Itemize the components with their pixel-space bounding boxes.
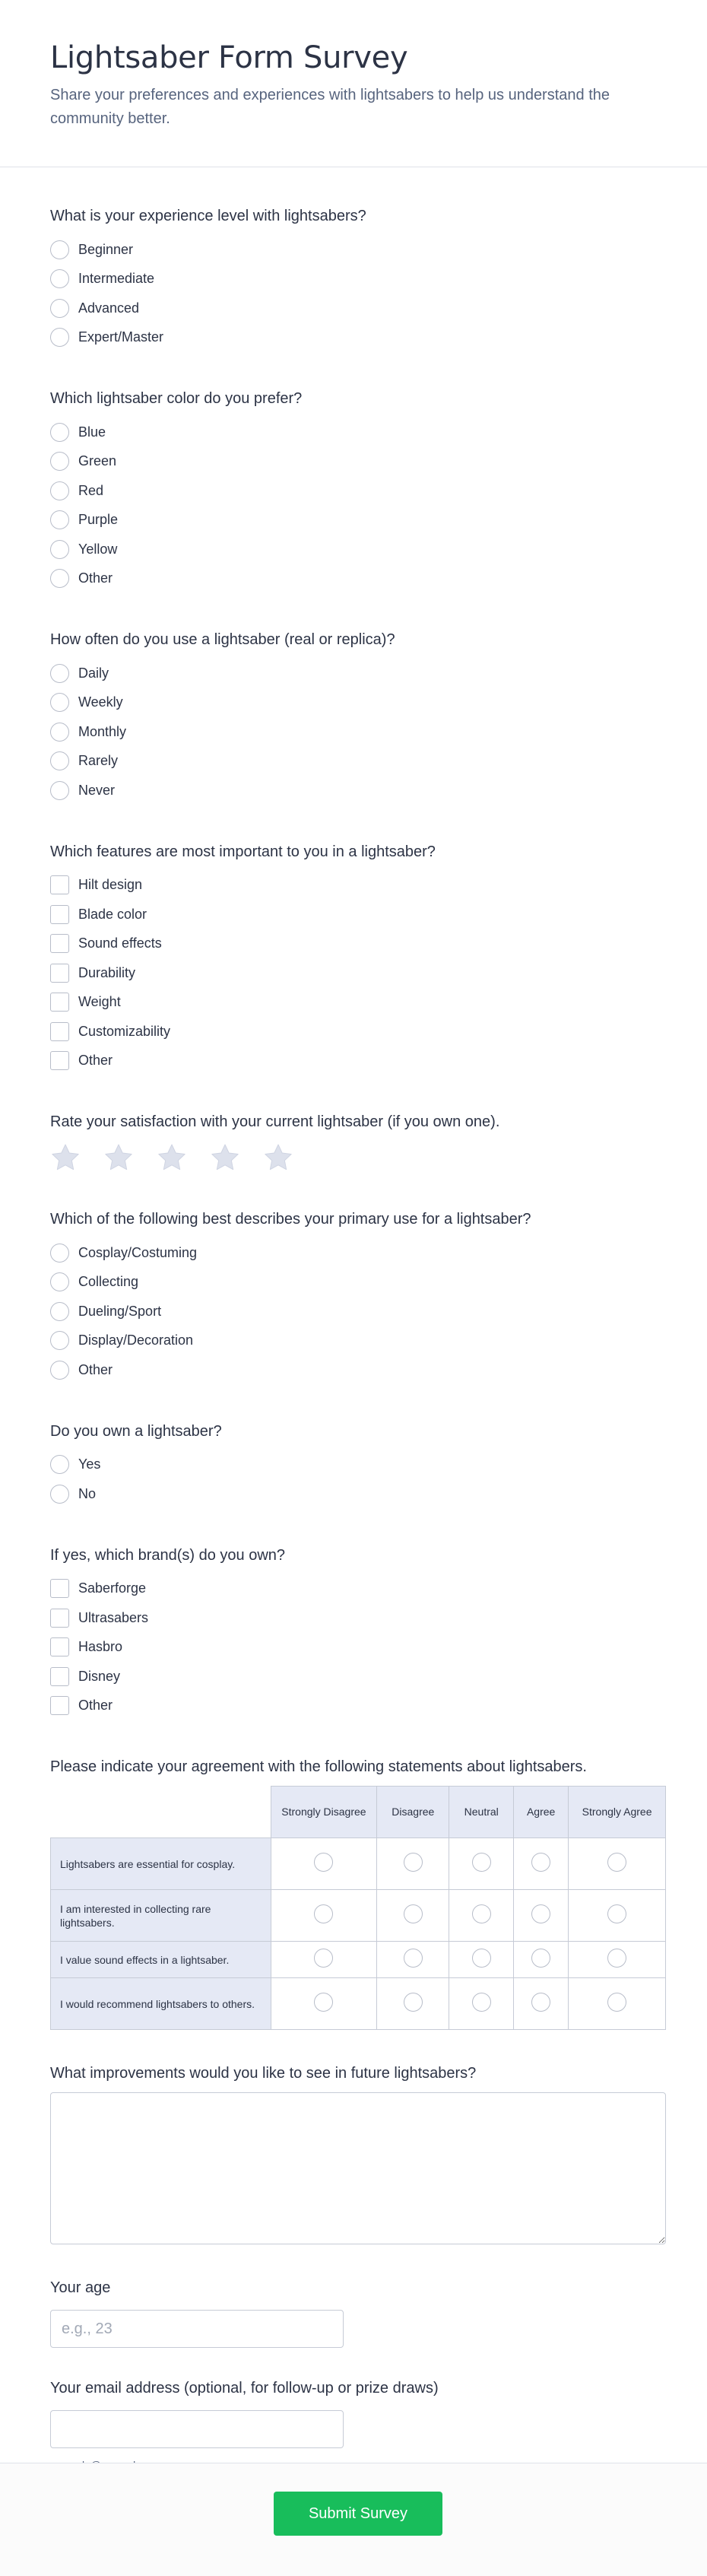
matrix-cell <box>271 1978 377 2030</box>
option-label: Sound effects <box>78 935 162 951</box>
radio-option[interactable] <box>50 659 666 688</box>
question-label: Which of the following best describes your primary use for a lightsaber? <box>50 1211 531 1228</box>
star-icon[interactable] <box>210 1142 240 1173</box>
checkbox-box[interactable] <box>50 934 69 953</box>
question-label: Rate your satisfaction with your current lightsaber (if you own one). <box>50 1113 500 1130</box>
matrix-radio-button[interactable] <box>472 1949 491 1968</box>
option-label: Green <box>78 453 117 469</box>
radio-option[interactable] <box>50 418 666 447</box>
checkbox-box[interactable] <box>50 905 69 924</box>
radio-button[interactable] <box>50 510 69 529</box>
option-label: Beginner <box>78 241 134 257</box>
form-title: Lightsaber Form Survey <box>50 40 408 75</box>
question-experience <box>50 206 666 352</box>
checkbox-option[interactable] <box>50 900 666 929</box>
radio-button[interactable] <box>50 723 69 742</box>
matrix-cell <box>449 1838 514 1890</box>
matrix-radio-button[interactable] <box>607 1993 626 2012</box>
radio-option[interactable] <box>50 323 666 353</box>
radio-button[interactable] <box>50 452 69 471</box>
question-color <box>50 389 666 593</box>
option-label: Cosplay/Costuming <box>78 1244 198 1260</box>
radio-button[interactable] <box>50 1272 69 1291</box>
options-group <box>50 235 666 352</box>
star-icon[interactable] <box>103 1142 134 1173</box>
radio-option[interactable] <box>50 294 666 323</box>
checkbox-box[interactable] <box>50 993 69 1012</box>
option-label: Blue <box>78 424 106 440</box>
question-label: How often do you use a lightsaber (real or replica)? <box>50 631 395 648</box>
checkbox-option[interactable] <box>50 1574 666 1604</box>
matrix-cell <box>514 1838 569 1890</box>
radio-option[interactable] <box>50 1326 666 1356</box>
checkbox-option[interactable] <box>50 929 666 959</box>
matrix-radio-button[interactable] <box>472 1993 491 2012</box>
question-age <box>50 2278 666 2348</box>
matrix-radio-button[interactable] <box>314 1993 333 2012</box>
option-label: Yes <box>78 1456 101 1472</box>
option-label: Weekly <box>78 694 123 710</box>
options-group <box>50 871 666 1076</box>
email-input[interactable] <box>50 2410 344 2448</box>
checkbox-option[interactable] <box>50 871 666 900</box>
star-icon[interactable] <box>263 1142 293 1173</box>
matrix-radio-button[interactable] <box>404 1993 423 2012</box>
radio-option[interactable] <box>50 776 666 805</box>
matrix-row <box>51 1890 666 1942</box>
radio-button[interactable] <box>50 1244 69 1263</box>
option-label: Other <box>78 1698 113 1714</box>
matrix-cell <box>271 1942 377 1978</box>
option-label: Saberforge <box>78 1580 147 1596</box>
options-group <box>50 1238 666 1385</box>
question-label: Your age <box>50 2279 111 2296</box>
matrix-cell <box>569 1978 666 2030</box>
radio-option[interactable] <box>50 265 666 294</box>
radio-option[interactable] <box>50 1450 666 1480</box>
checkbox-option[interactable] <box>50 988 666 1018</box>
radio-button[interactable] <box>50 328 69 347</box>
radio-option[interactable] <box>50 717 666 747</box>
radio-button[interactable] <box>50 269 69 288</box>
matrix-cell <box>377 1942 449 1978</box>
option-label: Ultrasabers <box>78 1609 149 1625</box>
question-label: Do you own a lightsaber? <box>50 1422 222 1440</box>
question-label: If yes, which brand(s) do you own? <box>50 1546 286 1564</box>
agreement-matrix <box>50 1786 666 2030</box>
checkbox-box[interactable] <box>50 1022 69 1041</box>
matrix-cell <box>271 1838 377 1890</box>
option-label: Blade color <box>78 906 147 922</box>
radio-button[interactable] <box>50 1331 69 1350</box>
option-label: Collecting <box>78 1274 139 1290</box>
form-footer <box>0 2463 707 2576</box>
question-label: Which features are most important to you in a lightsaber? <box>50 843 436 860</box>
matrix-radio-button[interactable] <box>472 1853 491 1872</box>
radio-button[interactable] <box>50 299 69 318</box>
checkbox-option[interactable] <box>50 958 666 988</box>
option-label: Monthly <box>78 723 127 739</box>
submit-button[interactable]: Submit Survey <box>274 2492 442 2536</box>
radio-option[interactable] <box>50 235 666 265</box>
option-label: Expert/Master <box>78 329 164 345</box>
question-email <box>50 2378 666 2471</box>
matrix-row <box>51 1978 666 2030</box>
radio-option[interactable] <box>50 1268 666 1298</box>
question-primary-use <box>50 1209 666 1385</box>
matrix-radio-button[interactable] <box>531 1949 550 1968</box>
option-label: Red <box>78 482 104 498</box>
radio-button[interactable] <box>50 664 69 683</box>
radio-button[interactable] <box>50 781 69 800</box>
option-label: Purple <box>78 512 119 528</box>
matrix-radio-button[interactable] <box>314 1904 333 1923</box>
radio-button[interactable] <box>50 540 69 559</box>
option-label: Dueling/Sport <box>78 1303 162 1319</box>
matrix-radio-button[interactable] <box>472 1904 491 1923</box>
radio-button[interactable] <box>50 693 69 712</box>
checkbox-option[interactable] <box>50 1633 666 1663</box>
checkbox-box[interactable] <box>50 1579 69 1598</box>
matrix-row <box>51 1838 666 1890</box>
option-label: Durability <box>78 964 136 980</box>
checkbox-option[interactable] <box>50 1047 666 1076</box>
matrix-radio-button[interactable] <box>314 1949 333 1968</box>
matrix-radio-button[interactable] <box>531 1993 550 2012</box>
radio-button[interactable] <box>50 751 69 770</box>
matrix-radio-button[interactable] <box>314 1853 333 1872</box>
option-label: Disney <box>78 1668 121 1684</box>
matrix-radio-button[interactable] <box>531 1853 550 1872</box>
option-label: Customizability <box>78 1023 171 1039</box>
option-label: Other <box>78 1053 113 1069</box>
matrix-radio-button[interactable] <box>404 1949 423 1968</box>
question-agreement-matrix <box>50 1757 666 2030</box>
question-frequency <box>50 630 666 805</box>
question-improvements <box>50 2063 666 2244</box>
options-group <box>50 1450 666 1509</box>
matrix-row-label: I would recommend lightsabers to others. <box>51 1978 271 2030</box>
star-icon[interactable] <box>50 1142 81 1173</box>
matrix-cell <box>377 1838 449 1890</box>
matrix-cell <box>514 1890 569 1942</box>
radio-option[interactable] <box>50 1355 666 1385</box>
checkbox-option[interactable] <box>50 1662 666 1691</box>
matrix-column-header: Strongly Disagree <box>271 1787 377 1838</box>
checkbox-box[interactable] <box>50 1667 69 1686</box>
matrix-column-header: Strongly Agree <box>569 1787 666 1838</box>
matrix-row-label: I value sound effects in a lightsaber. <box>51 1942 271 1978</box>
radio-button[interactable] <box>50 481 69 500</box>
matrix-corner <box>51 1787 271 1838</box>
option-label: Display/Decoration <box>78 1332 194 1348</box>
option-label: No <box>78 1485 97 1501</box>
option-label: Intermediate <box>78 271 155 287</box>
radio-button[interactable] <box>50 569 69 588</box>
matrix-radio-button[interactable] <box>531 1904 550 1923</box>
matrix-radio-button[interactable] <box>404 1853 423 1872</box>
radio-button[interactable] <box>50 1455 69 1474</box>
question-label: Your email address (optional, for follow-up or prize draws) <box>50 2380 439 2397</box>
matrix-column-header: Agree <box>514 1787 569 1838</box>
star-rating <box>50 1142 666 1173</box>
question-label: What is your experience level with lightsabers? <box>50 208 366 224</box>
option-label: Never <box>78 782 116 798</box>
form-description: Share your preferences and experiences with lightsabers to help us understand the community better. <box>50 87 610 127</box>
radio-option[interactable] <box>50 688 666 718</box>
matrix-row <box>51 1942 666 1978</box>
radio-option[interactable] <box>50 535 666 564</box>
matrix-column-header: Neutral <box>449 1787 514 1838</box>
matrix-radio-button[interactable] <box>607 1949 626 1968</box>
form-content <box>0 206 707 2471</box>
checkbox-option[interactable] <box>50 1017 666 1047</box>
question-label: Which lightsaber color do you prefer? <box>50 390 303 407</box>
radio-option[interactable] <box>50 1238 666 1268</box>
radio-option[interactable] <box>50 447 666 477</box>
radio-option[interactable] <box>50 564 666 594</box>
checkbox-box[interactable] <box>50 1051 69 1070</box>
matrix-cell <box>569 1942 666 1978</box>
option-label: Other <box>78 570 113 586</box>
option-label: Other <box>78 1361 113 1377</box>
checkbox-box[interactable] <box>50 875 69 894</box>
matrix-cell <box>514 1942 569 1978</box>
options-group <box>50 418 666 593</box>
matrix-cell <box>271 1890 377 1942</box>
radio-option[interactable] <box>50 1479 666 1509</box>
radio-option[interactable] <box>50 747 666 777</box>
checkbox-box[interactable] <box>50 1696 69 1715</box>
matrix-column-header: Disagree <box>377 1787 449 1838</box>
matrix-radio-button[interactable] <box>607 1853 626 1872</box>
checkbox-box[interactable] <box>50 1637 69 1656</box>
form-header <box>0 0 707 167</box>
matrix-radio-button[interactable] <box>404 1904 423 1923</box>
option-label: Rarely <box>78 753 119 769</box>
matrix-cell <box>569 1838 666 1890</box>
option-label: Yellow <box>78 541 118 557</box>
matrix-cell <box>377 1978 449 2030</box>
question-label: What improvements would you like to see in future lightsabers? <box>50 2065 477 2082</box>
radio-option[interactable] <box>50 476 666 506</box>
matrix-cell <box>377 1890 449 1942</box>
radio-option[interactable] <box>50 1297 666 1326</box>
question-ownership <box>50 1421 666 1509</box>
matrix-cell <box>449 1978 514 2030</box>
option-label: Advanced <box>78 300 140 316</box>
radio-option[interactable] <box>50 506 666 535</box>
radio-button[interactable] <box>50 1485 69 1504</box>
matrix-cell <box>514 1978 569 2030</box>
age-input[interactable] <box>50 2310 344 2348</box>
option-label: Daily <box>78 665 109 681</box>
options-group <box>50 659 666 805</box>
checkbox-box[interactable] <box>50 1609 69 1628</box>
matrix-cell <box>449 1942 514 1978</box>
matrix-row-label: Lightsabers are essential for cosplay. <box>51 1838 271 1890</box>
checkbox-option[interactable] <box>50 1691 666 1721</box>
matrix-row-label: I am interested in collecting rare lightsabers. <box>51 1890 271 1942</box>
question-brands <box>50 1545 666 1721</box>
improvements-textarea[interactable] <box>50 2092 666 2244</box>
checkbox-box[interactable] <box>50 964 69 983</box>
radio-button[interactable] <box>50 1361 69 1380</box>
matrix-radio-button[interactable] <box>607 1904 626 1923</box>
radio-button[interactable] <box>50 423 69 442</box>
matrix-cell <box>449 1890 514 1942</box>
matrix-cell <box>569 1890 666 1942</box>
option-label: Weight <box>78 994 121 1010</box>
checkbox-option[interactable] <box>50 1603 666 1633</box>
option-label: Hasbro <box>78 1639 123 1655</box>
radio-button[interactable] <box>50 240 69 259</box>
option-label: Hilt design <box>78 877 143 893</box>
options-group <box>50 1574 666 1721</box>
question-features <box>50 842 666 1076</box>
question-label: Please indicate your agreement with the following statements about lightsabers. <box>50 1758 587 1775</box>
star-icon[interactable] <box>157 1142 187 1173</box>
radio-button[interactable] <box>50 1302 69 1321</box>
question-satisfaction <box>50 1112 666 1173</box>
